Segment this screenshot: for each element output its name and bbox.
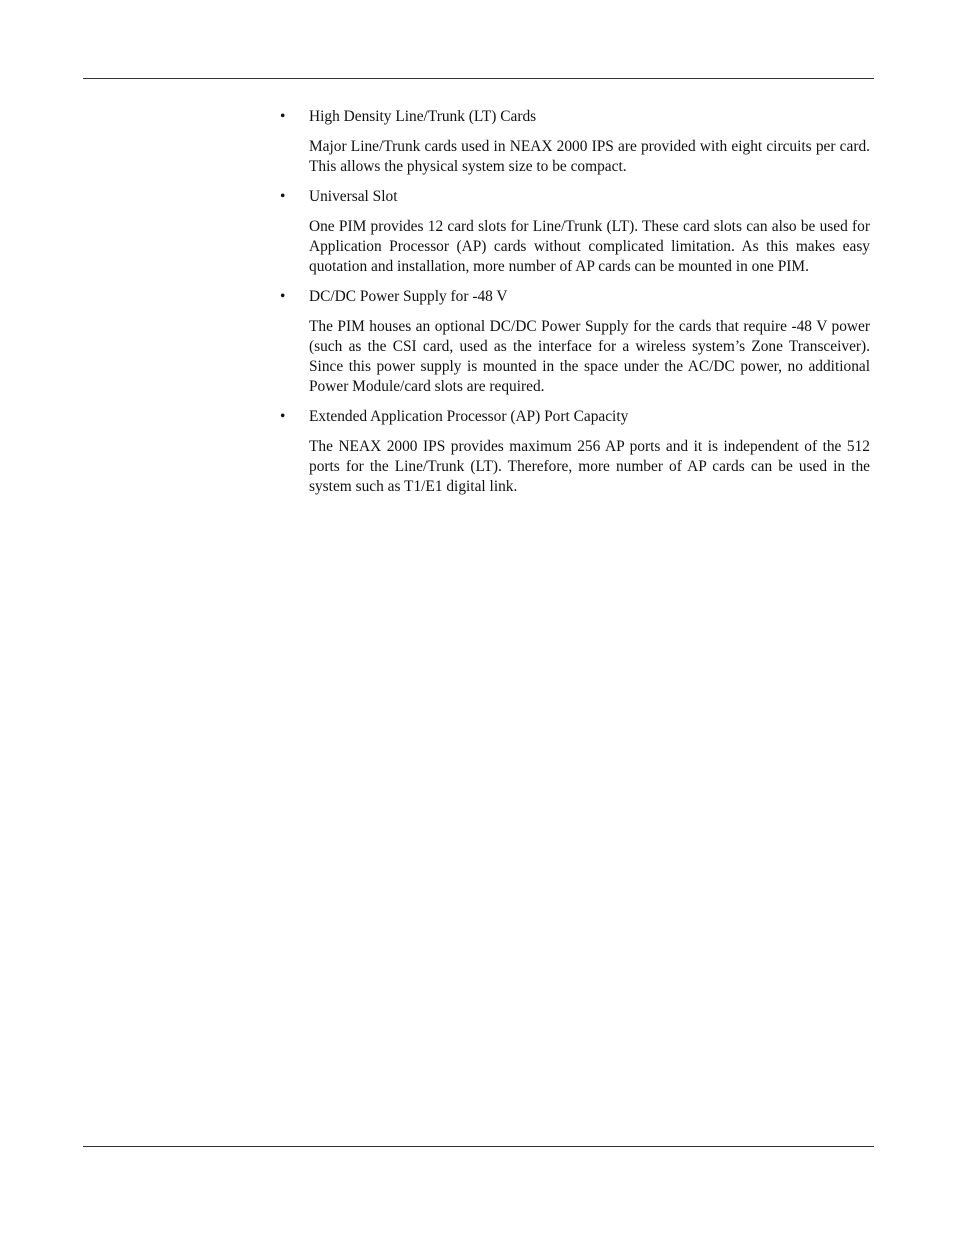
item-heading: Universal Slot bbox=[309, 188, 398, 205]
item-body: The PIM houses an optional DC/DC Power Supply for the cards that require -48 V power (such as the CSI card, used as the interface for a wireless system’s Zone Transceiver). Since this power supply is mounted in the space under the AC/DC power, no additional Power Module/card slots are required. bbox=[309, 318, 870, 395]
item-body: The NEAX 2000 IPS provides maximum 256 AP ports and it is independent of the 512 ports for the Line/Trunk (LT). Therefore, more number of AP cards can be used in the system such as T1/E1 digital link. bbox=[309, 438, 870, 495]
bullet-icon: • bbox=[280, 188, 286, 205]
list-item bbox=[280, 107, 870, 177]
footer-rule bbox=[83, 1146, 874, 1147]
item-heading: Extended Application Processor (AP) Port Capacity bbox=[309, 408, 629, 425]
feature-list bbox=[280, 107, 870, 507]
bullet-row bbox=[280, 407, 870, 427]
bullet-row bbox=[280, 187, 870, 207]
bullet-row bbox=[280, 287, 870, 307]
list-item bbox=[280, 407, 870, 497]
header-rule bbox=[83, 78, 874, 79]
bullet-row bbox=[280, 107, 870, 127]
bullet-icon: • bbox=[280, 108, 286, 125]
item-heading: DC/DC Power Supply for -48 V bbox=[309, 288, 508, 305]
list-item bbox=[280, 287, 870, 397]
item-body: One PIM provides 12 card slots for Line/Trunk (LT). These card slots can also be used for Application Processor (AP) cards without complicated limitation. As this makes easy quotation and installation, more number of AP cards can be mounted in one PIM. bbox=[309, 218, 870, 275]
list-item bbox=[280, 187, 870, 277]
bullet-icon: • bbox=[280, 288, 286, 305]
item-body: Major Line/Trunk cards used in NEAX 2000 IPS are provided with eight circuits per card. This allows the physical system size to be compact. bbox=[309, 138, 870, 175]
bullet-icon: • bbox=[280, 408, 286, 425]
item-heading: High Density Line/Trunk (LT) Cards bbox=[309, 108, 537, 125]
